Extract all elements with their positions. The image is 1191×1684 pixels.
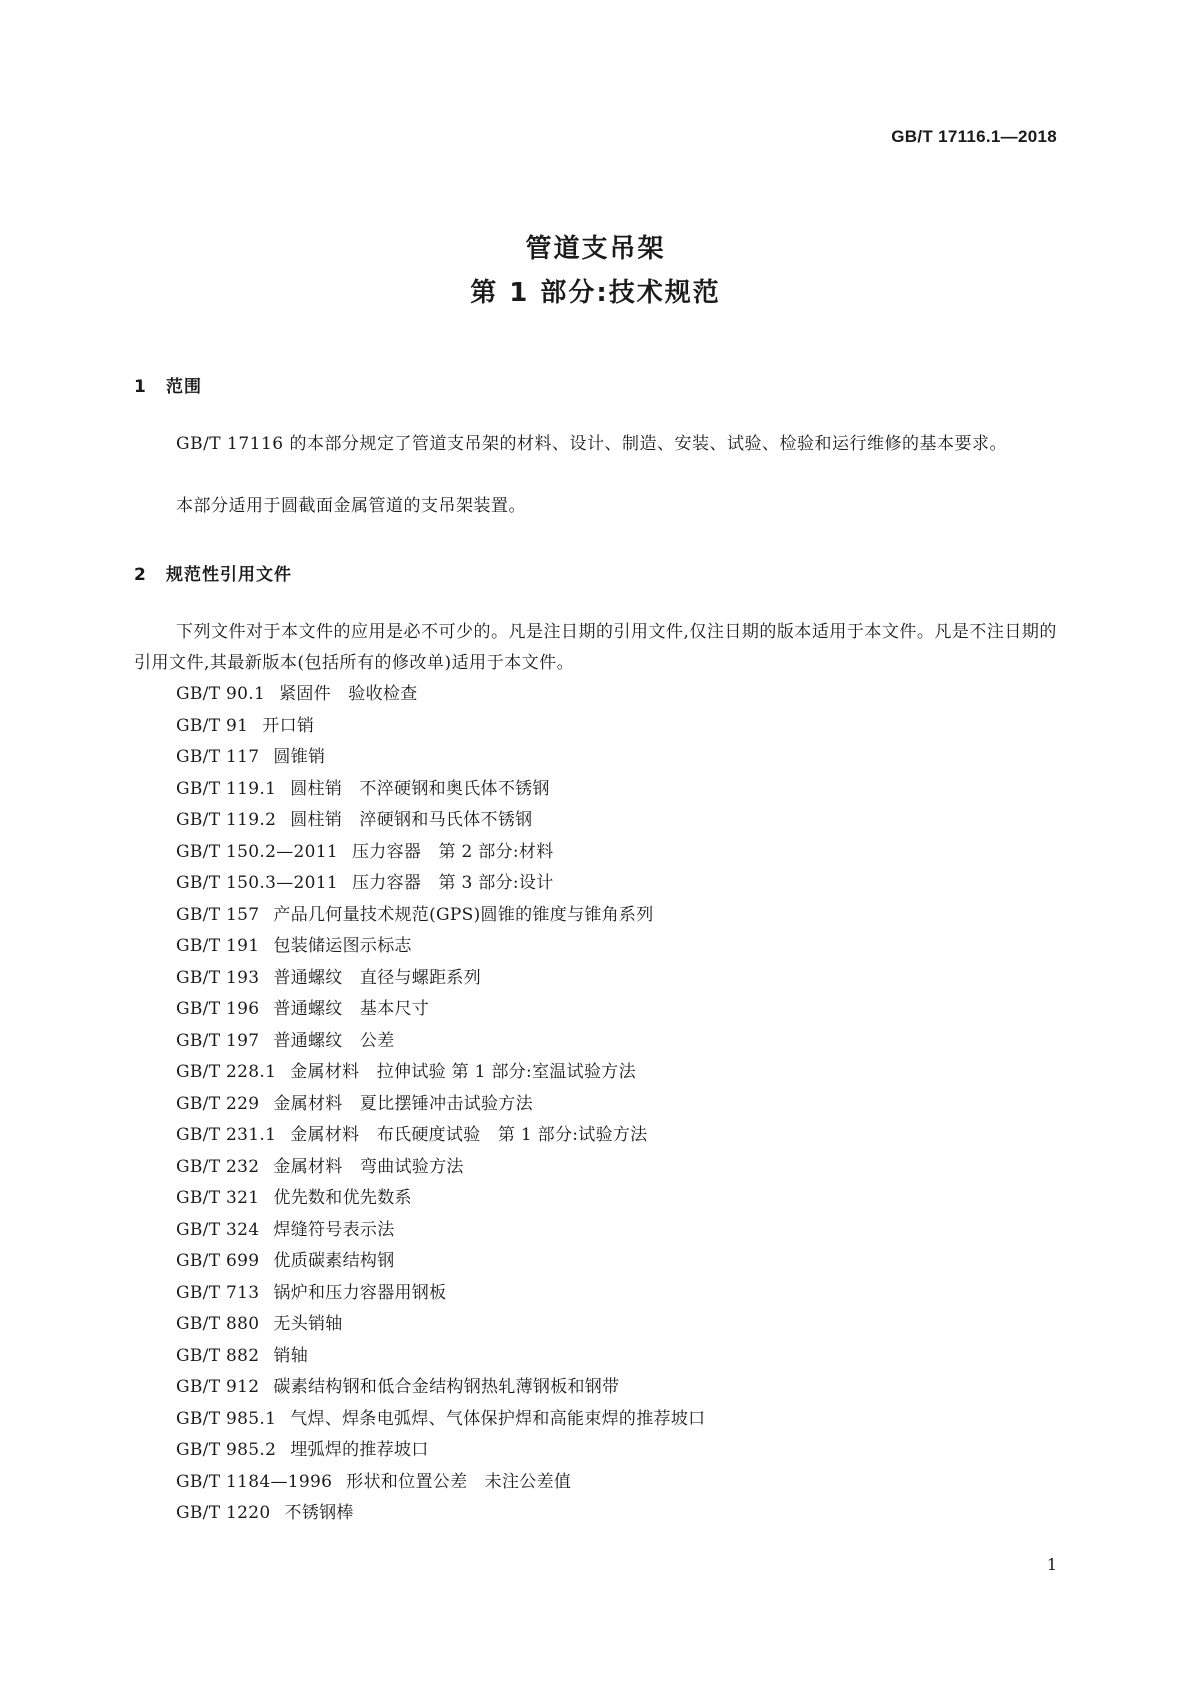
reference-title: 开口销 [262, 715, 315, 736]
scope-applicability-text: 本部分适用于圆截面金属管道的支吊架装置。 [176, 496, 526, 516]
reference-code: GB/T 117 [176, 747, 260, 767]
normative-references-text: 下列文件对于本文件的应用是必不可少的。凡是注日期的引用文件,仅注日期的版本适用于本文件。凡是不注日期的引用文件,其最新版本(包括所有的修改单)适用于本文件。 [134, 622, 1057, 673]
reference-title: 不锈钢棒 [284, 1503, 354, 1523]
reference-code: GB/T 880 [176, 1314, 260, 1334]
reference-code: GB/T 150.3—2011 [176, 873, 338, 893]
reference-title: 普通螺纹 基本尺寸 [273, 999, 430, 1019]
reference-code: GB/T 197 [176, 1030, 260, 1051]
section-heading-normative-references [134, 560, 292, 585]
reference-code: GB/T 324 [176, 1219, 260, 1240]
reference-title: 埋弧焊的推荐坡口 [290, 1440, 429, 1460]
reference-code: GB/T 196 [176, 999, 260, 1019]
reference-title: 锅炉和压力容器用钢板 [273, 1282, 447, 1303]
reference-code: GB/T 231.1 [176, 1125, 277, 1145]
reference-item [176, 1026, 705, 1058]
reference-code: GB/T 228.1 [176, 1062, 277, 1082]
reference-code: GB/T 193 [176, 967, 260, 988]
section-number: 1 [134, 377, 147, 397]
scope-paragraph [134, 429, 1060, 460]
document-title: 管道支吊架 [525, 234, 666, 264]
reference-item [176, 1467, 705, 1499]
reference-title: 压力容器 第 3 部分:设计 [351, 873, 554, 893]
reference-title: 碳素结构钢和低合金结构钢热轧薄钢板和钢带 [273, 1377, 620, 1397]
reference-item [176, 711, 705, 743]
section-heading-scope [134, 372, 202, 397]
reference-code: GB/T 985.1 [176, 1408, 277, 1429]
reference-item [176, 931, 705, 963]
reference-code: GB/T 191 [176, 936, 260, 956]
reference-title: 气焊、焊条电弧焊、气体保护焊和高能束焊的推荐坡口 [290, 1408, 706, 1429]
reference-code: GB/T 90.1 [176, 684, 266, 704]
reference-title: 无头销轴 [273, 1314, 343, 1334]
reference-code: GB/T 321 [176, 1188, 260, 1208]
reference-item [176, 805, 705, 837]
reference-code: GB/T 229 [176, 1093, 260, 1114]
normative-references-paragraph [134, 617, 1060, 679]
reference-code: GB/T 119.1 [176, 778, 277, 799]
reference-title: 圆柱销 淬硬钢和马氏体不锈钢 [290, 810, 533, 830]
scope-paragraph-text: GB/T 17116 的本部分规定了管道支吊架的材料、设计、制造、安装、试验、检验和运行维修的基本要求。 [176, 434, 1008, 454]
reference-item [176, 1309, 705, 1341]
reference-title: 紧固件 验收检查 [279, 684, 418, 704]
page-number: 1 [1046, 1555, 1057, 1574]
reference-title: 圆锥销 [273, 747, 326, 767]
reference-title: 压力容器 第 2 部分:材料 [351, 841, 554, 862]
reference-item [176, 837, 705, 869]
reference-item [176, 1498, 705, 1530]
reference-item [176, 1152, 705, 1184]
reference-item [176, 900, 705, 932]
reference-title: 包装储运图示标志 [273, 936, 412, 956]
reference-code: GB/T 119.2 [176, 810, 277, 830]
reference-title: 金属材料 布氏硬度试验 第 1 部分:试验方法 [290, 1125, 648, 1145]
reference-item [176, 868, 705, 900]
reference-code: GB/T 699 [176, 1251, 260, 1271]
reference-title: 普通螺纹 公差 [273, 1030, 395, 1051]
reference-item [176, 742, 705, 774]
reference-title: 金属材料 拉伸试验 第 1 部分:室温试验方法 [290, 1062, 636, 1082]
section-title: 范围 [166, 377, 202, 397]
standard-code: GB/T 17116.1—2018 [891, 127, 1057, 146]
reference-item [176, 1278, 705, 1310]
reference-item [176, 963, 705, 995]
reference-item [176, 1246, 705, 1278]
reference-item [176, 1404, 705, 1436]
reference-item [176, 1089, 705, 1121]
reference-item [176, 994, 705, 1026]
reference-item [176, 1215, 705, 1247]
document-subtitle: 第 1 部分:技术规范 [470, 278, 721, 308]
reference-item [176, 1341, 705, 1373]
section-title: 规范性引用文件 [166, 565, 292, 585]
reference-code: GB/T 157 [176, 904, 260, 925]
reference-title: 普通螺纹 直径与螺距系列 [273, 967, 481, 988]
reference-code: GB/T 91 [176, 715, 249, 736]
reference-title: 焊缝符号表示法 [273, 1219, 395, 1240]
reference-list [176, 679, 705, 1530]
reference-code: GB/T 985.2 [176, 1440, 277, 1460]
reference-item [176, 1435, 705, 1467]
reference-title: 金属材料 夏比摆锤冲击试验方法 [273, 1093, 533, 1114]
reference-title: 金属材料 弯曲试验方法 [273, 1156, 464, 1177]
reference-code: GB/T 882 [176, 1345, 260, 1366]
reference-item [176, 1183, 705, 1215]
reference-title: 产品几何量技术规范(GPS)圆锥的锥度与锥角系列 [273, 904, 654, 925]
reference-title: 优质碳素结构钢 [273, 1251, 395, 1271]
reference-code: GB/T 1220 [176, 1503, 271, 1523]
reference-title: 优先数和优先数系 [273, 1188, 412, 1208]
reference-item [176, 1057, 705, 1089]
reference-code: GB/T 1184—1996 [176, 1471, 333, 1492]
reference-code: GB/T 232 [176, 1156, 260, 1177]
reference-item [176, 1372, 705, 1404]
reference-item [176, 1120, 705, 1152]
reference-title: 销轴 [273, 1345, 308, 1366]
reference-title: 圆柱销 不淬硬钢和奥氏体不锈钢 [290, 778, 550, 799]
reference-item [176, 774, 705, 806]
reference-item [176, 679, 705, 711]
reference-title: 形状和位置公差 未注公差值 [346, 1471, 572, 1492]
reference-code: GB/T 150.2—2011 [176, 841, 338, 862]
scope-applicability-paragraph [134, 491, 1060, 522]
reference-code: GB/T 713 [176, 1282, 260, 1303]
section-number: 2 [134, 565, 147, 585]
reference-code: GB/T 912 [176, 1377, 260, 1397]
